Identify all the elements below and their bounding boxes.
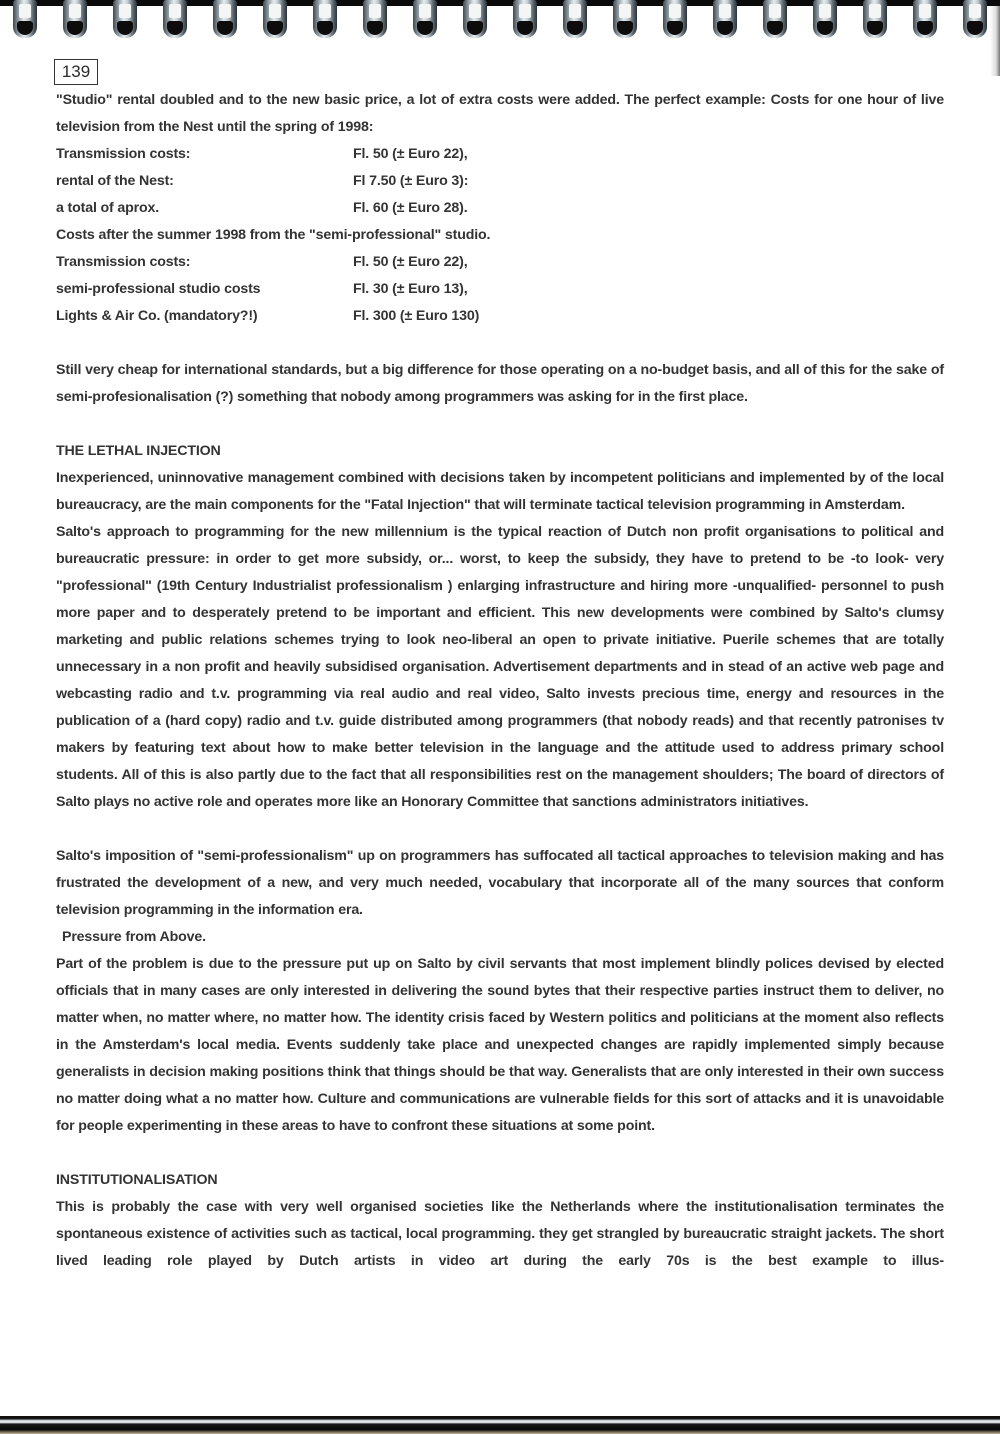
page-bottom-edge (0, 1416, 1000, 1434)
institutional-paragraph: This is probably the case with very well organised societies like the Netherlands where the institutionalisation terminates the spontaneous existence of activities such as tactical, local programming. they get strangled by bureaucratic straight jackets. The short lived leading role played by Dutch artists in video art during the early 70s is the best example to illus- (56, 1199, 944, 1269)
binding-ring-icon (363, 0, 387, 38)
binding-ring-icon (263, 0, 287, 38)
binding-ring-icon (613, 0, 637, 38)
cost-label: rental of the Nest: (56, 173, 174, 189)
cost-value: Fl 7.50 (± Euro 3): (353, 173, 469, 189)
page-corner-shadow (990, 6, 1000, 76)
binding-ring-icon (213, 0, 237, 38)
binding-ring-icon (863, 0, 887, 38)
binding-ring-icon (513, 0, 537, 38)
section-heading-lethal-injection: THE LETHAL INJECTION (56, 443, 221, 459)
imposition-paragraph: Salto's imposition of "semi-professionalism" up on programmers has suffocated all tactical approaches to television making and has frustrated the development of a new, and very much needed, vocabulary that incorporate all of the many sources that conform television programming in the information era. (56, 848, 944, 918)
binding-ring-icon (313, 0, 337, 38)
section-heading-institutionalisation: INSTITUTIONALISATION (56, 1172, 218, 1188)
binding-ring-icon (963, 0, 987, 38)
binding-ring-icon (163, 0, 187, 38)
costs-after-heading: Costs after the summer 1998 from the "semi-professional" studio. (56, 227, 491, 243)
binding-ring-icon (413, 0, 437, 38)
page-number: 139 (54, 59, 98, 85)
binding-ring-icon (713, 0, 737, 38)
cost-row (56, 168, 944, 195)
cost-label: Transmission costs: (56, 254, 191, 270)
lethal-paragraph-1: Inexperienced, uninnovative management combined with decisions taken by incompetent politicians and implemented by of the local bureaucracy, are the main components for the "Fatal Injection" that will terminate tactical television programming in Amsterdam. (56, 470, 944, 513)
lethal-paragraph-2: Salto's approach to programming for the new millennium is the typical reaction of Dutch non profit organisations to political and bureaucratic pressure: in order to get more subsidy, or... worst, to keep the subsidy, they have to pretend to be -to look- very "professional" (19th Century Industrialist professionalism ) enlarging infrastructure and hiring more -unqualified- personnel to push more paper and to desperately pretend to be important and efficient. This new developments were combined by Salto's clumsy marketing and public relations schemes trying to look neo-liberal an open to private initiative. Puerile schemes that are totally unnecessary in a non profit and heavily subsidised organisation. Advertisement departments and in stead of an active web page and webcasting radio and t.v. programming via real audio and real video, Salto invests precious time, energy and resources in the publication of a (hard copy) radio and t.v. guide distributed among programmers (that nobody reads) and that recently patronises tv makers by featuring text about how to make better television in the language and the attitude used to address primary school students. All of this is also partly due to the fact that all responsibilities rest on the management shoulders; The board of directors of Salto plays no active role and operates more like an Honorary Committee that sanctions administrators initiatives. (56, 524, 944, 810)
cost-label: Lights & Air Co. (mandatory?!) (56, 308, 258, 324)
intro-paragraph: "Studio" rental doubled and to the new basic price, a lot of extra costs were added. The perfect example: Costs for one hour of live television from the Nest until the spring of 1998: (56, 92, 944, 135)
costs-before-table (56, 141, 944, 222)
cost-label: semi-professional studio costs (56, 281, 261, 297)
cost-value: Fl. 50 (± Euro 22), (353, 146, 468, 162)
binding-ring-icon (913, 0, 937, 38)
cost-value: Fl. 300 (± Euro 130) (353, 308, 480, 324)
cost-label: a total of aprox. (56, 200, 160, 216)
binding-ring-icon (463, 0, 487, 38)
binding-ring-icon (563, 0, 587, 38)
spacer (56, 330, 944, 357)
pressure-paragraph: Part of the problem is due to the pressure put up on Salto by civil servants that most implement blindly polices devised by elected officials that in many cases are only interested in delivering the sound bytes that their respective parties instruct them to deliver, no matter when, no matter where, no matter how. The identity crisis faced by Western politics and politicians at the moment also reflects in the Amsterdam's local media. Events suddenly take place and unexpected changes are rapidly implemented simply because generalists in decision making positions think that things should be that way. Generalists that are only interested in their own success no matter doing what a no matter how. Culture and communications are vulnerable fields for this sort of attacks and it is unavoidable for people experimenting in these areas to have to confront these situations at some point. (56, 956, 944, 1134)
cheap-paragraph: Still very cheap for international standards, but a big difference for those operating on a no-budget basis, and all of this for the sake of semi-profesionalisation (?) something that nobody among programmers was asking for in the first place. (56, 362, 944, 405)
costs-after-table (56, 249, 944, 330)
cost-row (56, 195, 944, 222)
spiral-binding (0, 0, 1000, 42)
spacer (56, 816, 944, 843)
binding-ring-icon (813, 0, 837, 38)
spacer (56, 1140, 944, 1167)
cost-value: Fl. 30 (± Euro 13), (353, 281, 468, 297)
binding-ring-icon (113, 0, 137, 38)
binding-ring-icon (63, 0, 87, 38)
binding-ring-icon (663, 0, 687, 38)
subheading-pressure-from-above: Pressure from Above. (62, 929, 206, 945)
spacer (56, 411, 944, 438)
page-body (56, 87, 944, 1275)
cost-value: Fl. 60 (± Euro 28). (353, 200, 468, 216)
binding-ring-icon (763, 0, 787, 38)
cost-row (56, 141, 944, 168)
cost-row (56, 276, 944, 303)
cost-label: Transmission costs: (56, 146, 191, 162)
cost-row (56, 249, 944, 276)
binding-ring-icon (13, 0, 37, 38)
cost-row (56, 303, 944, 330)
cost-value: Fl. 50 (± Euro 22), (353, 254, 468, 270)
